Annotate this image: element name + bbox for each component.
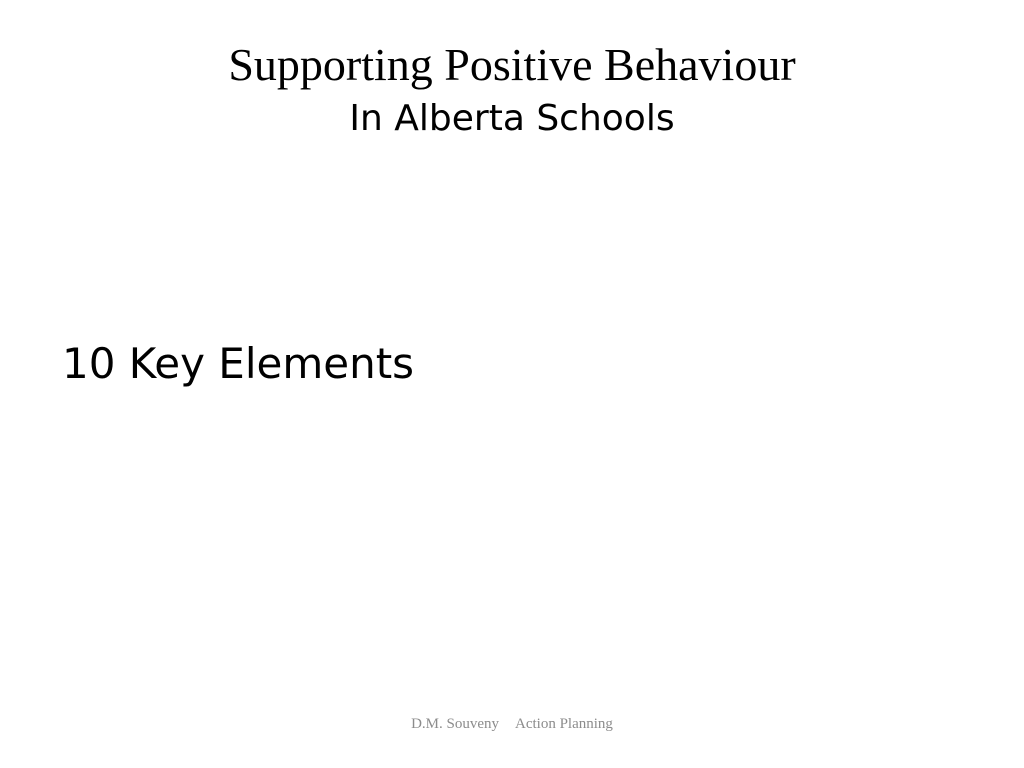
footer-author: D.M. Souveny	[411, 716, 499, 732]
slide-title: Supporting Positive Behaviour	[228, 39, 796, 90]
footer	[0, 716, 1024, 733]
slide-subtitle: In Alberta Schools	[349, 98, 675, 139]
body-text: 10 Key Elements	[62, 339, 415, 388]
title-block	[0, 38, 1024, 144]
footer-topic: Action Planning	[515, 716, 613, 732]
